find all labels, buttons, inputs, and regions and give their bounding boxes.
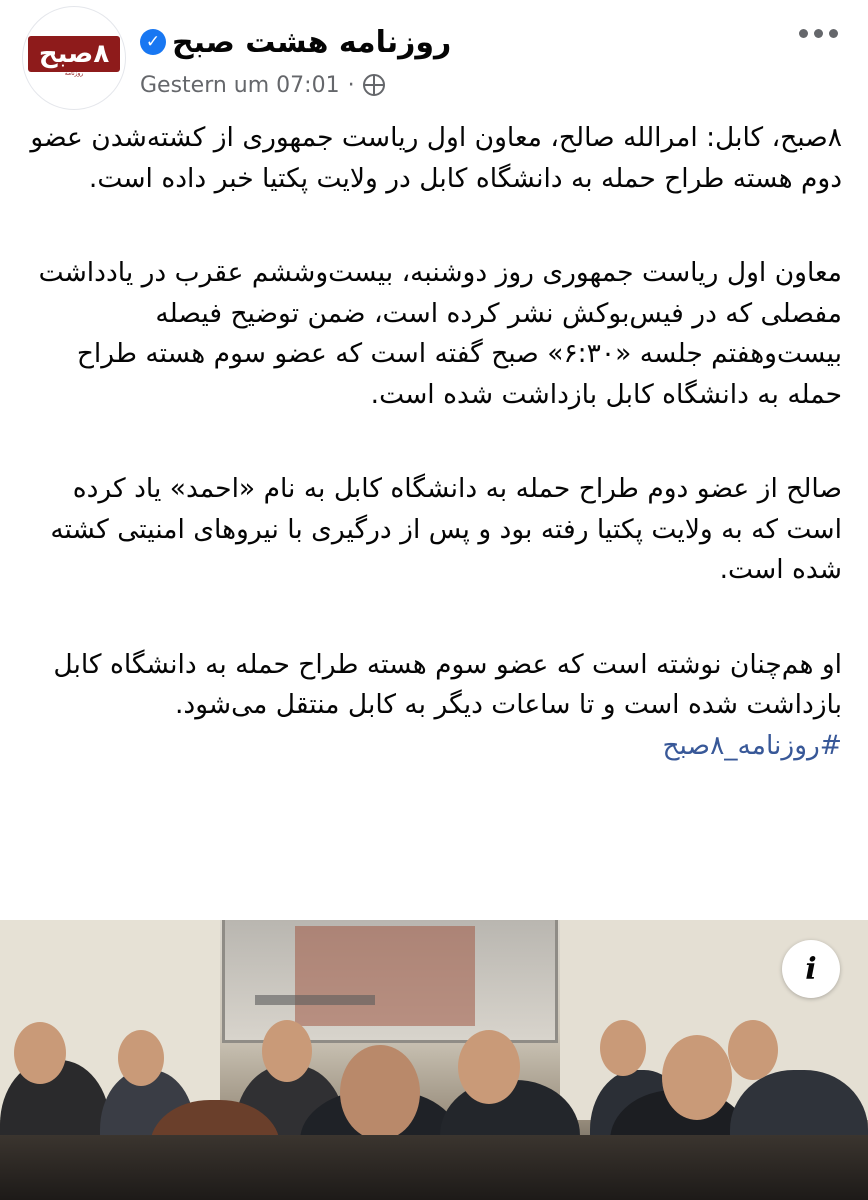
page-name-link[interactable]: روزنامه هشت صبح	[172, 24, 452, 60]
verified-checkmark-icon: ✓	[140, 29, 166, 55]
photo-person-main-head	[340, 1045, 420, 1140]
photo-person-head	[600, 1020, 646, 1076]
post-paragraph-1: ۸صبح، کابل: امرالله صالح، معاون اول ریاست جمهوری از کشته‌شدن عضو دوم هسته طراح حمله به دانشگاه کابل در ولایت پکتیا خبر داده است.	[30, 122, 842, 194]
photo-info-button[interactable]: i	[782, 940, 840, 998]
post-photo[interactable]	[0, 920, 868, 1200]
post-paragraph-2: معاون اول ریاست جمهوری روز دوشنبه، بیست‌وششم عقرب در یادداشت مفصلی که در فیس‌بوکش نشر کرده است، ضمن توضیح فیصله بیست‌وهفتم جلسه «۶:۳۰» صبح گفته است که عضو سوم هسته طراح حمله به دانشگاه کابل بازداشت شده است.	[38, 257, 842, 410]
page-avatar[interactable]	[22, 6, 126, 110]
more-dot-icon	[814, 29, 823, 38]
photo-person-head	[662, 1035, 732, 1120]
post-text	[26, 118, 842, 766]
photo-person-head	[14, 1022, 66, 1084]
hashtag-link[interactable]: #روزنامه_۸صبح	[662, 729, 842, 761]
post-paragraph-3: صالح از عضو دوم طراح حمله به دانشگاه کابل به نام «احمد» یاد کرده است که به ولایت پکتیا رفته بود و پس از درگیری با نیروهای امنیتی کشته شده است.	[50, 473, 842, 585]
page-name-row	[140, 22, 451, 62]
photo-person-head	[118, 1030, 164, 1086]
page-logo: ۸صبح	[28, 36, 120, 72]
more-options-button[interactable]	[794, 18, 842, 48]
photo-person-head	[728, 1020, 778, 1080]
more-dot-icon	[829, 29, 838, 38]
photo-table	[0, 1135, 868, 1200]
post-paragraph-4: او هم‌چنان نوشته است که عضو سوم هسته طراح حمله به دانشگاه کابل بازداشت شده است و تا ساعات دیگر به کابل منتقل می‌شود.	[53, 648, 842, 720]
more-dot-icon	[799, 29, 808, 38]
photo-screen-content	[295, 926, 475, 1026]
photo-person-head	[458, 1030, 520, 1104]
globe-icon[interactable]	[363, 74, 385, 96]
photo-screen-caption	[255, 995, 375, 1005]
post-timestamp[interactable]: Gestern um 07:01	[140, 72, 340, 98]
page-logo-subtext: روزنامه	[64, 70, 84, 77]
post-header	[0, 0, 868, 110]
meta-separator: ·	[347, 72, 355, 98]
photo-person-head	[262, 1020, 312, 1082]
post-meta	[140, 68, 385, 102]
